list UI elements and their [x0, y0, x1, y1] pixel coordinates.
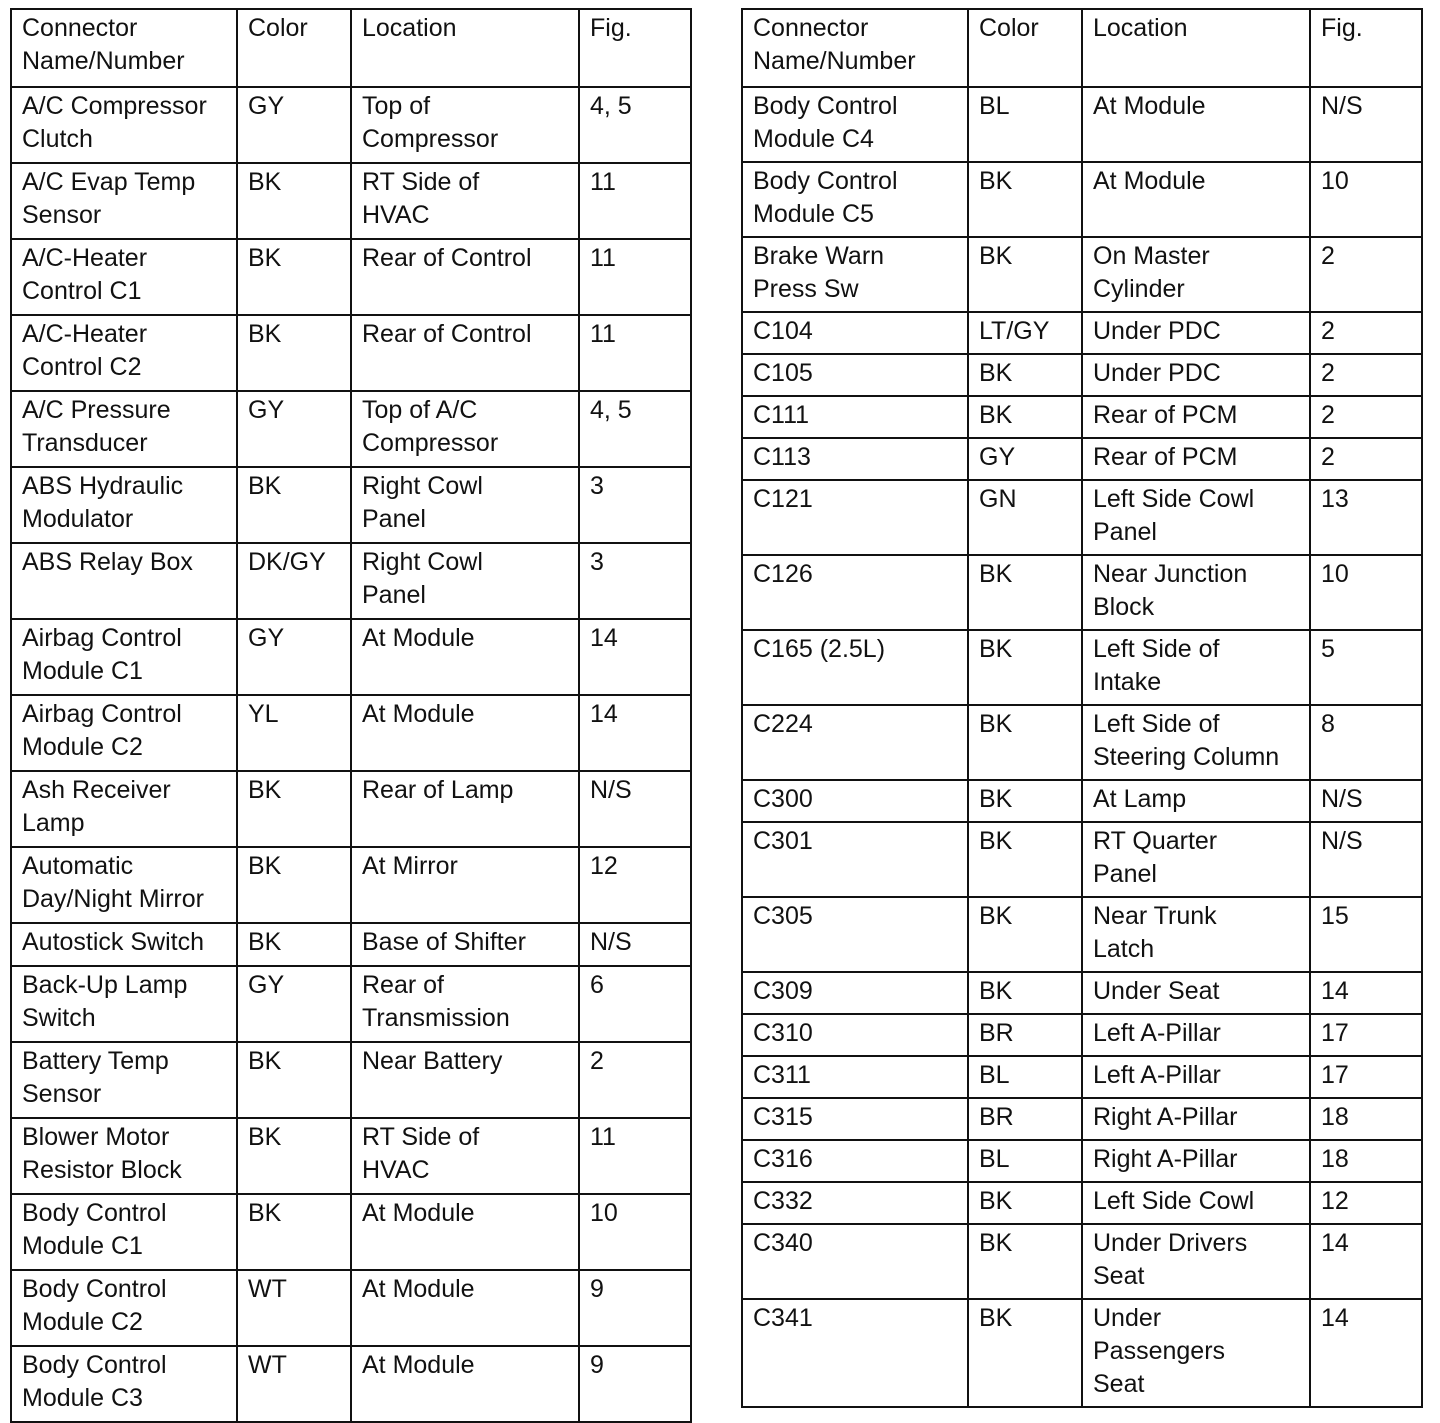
cell-fig: 14 — [1310, 1224, 1422, 1299]
cell-name: C126 — [742, 555, 968, 630]
cell-location: Under Drivers Seat — [1082, 1224, 1310, 1299]
cell-color: BK — [237, 847, 351, 923]
cell-name: C316 — [742, 1140, 968, 1182]
table-row — [742, 1056, 1422, 1098]
cell-fig: 11 — [579, 1118, 691, 1194]
cell-fig: 15 — [1310, 897, 1422, 972]
cell-name: C315 — [742, 1098, 968, 1140]
table-row — [11, 467, 691, 543]
cell-fig: 9 — [579, 1270, 691, 1346]
cell-color: BK — [968, 780, 1082, 822]
cell-name: ABS Hydraulic Modulator — [11, 467, 237, 543]
cell-name: C105 — [742, 354, 968, 396]
cell-location: At Module — [351, 1194, 579, 1270]
cell-color: DK/GY — [237, 543, 351, 619]
cell-fig: 6 — [579, 966, 691, 1042]
cell-location: Base of Shifter — [351, 923, 579, 966]
cell-color: GY — [237, 87, 351, 163]
cell-fig: 13 — [1310, 480, 1422, 555]
cell-color: BK — [968, 897, 1082, 972]
cell-location: At Module — [351, 619, 579, 695]
cell-location: Under PDC — [1082, 312, 1310, 354]
cell-location: At Module — [351, 1346, 579, 1422]
cell-name: C311 — [742, 1056, 968, 1098]
cell-name: Body Control Module C2 — [11, 1270, 237, 1346]
cell-name: Brake Warn Press Sw — [742, 237, 968, 312]
cell-name: C104 — [742, 312, 968, 354]
table-row — [742, 1299, 1422, 1407]
cell-fig: 17 — [1310, 1014, 1422, 1056]
cell-location: RT Side of HVAC — [351, 1118, 579, 1194]
cell-fig: 5 — [1310, 630, 1422, 705]
cell-fig: 11 — [579, 239, 691, 315]
cell-fig: 2 — [1310, 237, 1422, 312]
table-row — [742, 630, 1422, 705]
cell-name: C340 — [742, 1224, 968, 1299]
cell-name: C113 — [742, 438, 968, 480]
cell-color: BK — [968, 705, 1082, 780]
cell-location: At Module — [351, 1270, 579, 1346]
cell-location: At Module — [1082, 162, 1310, 237]
table-row — [742, 480, 1422, 555]
cell-fig: 10 — [1310, 162, 1422, 237]
table-row — [11, 1118, 691, 1194]
cell-name: C305 — [742, 897, 968, 972]
header-name: Connector Name/Number — [742, 9, 968, 87]
cell-location: RT Quarter Panel — [1082, 822, 1310, 897]
cell-location: Right Cowl Panel — [351, 467, 579, 543]
cell-color: BK — [968, 162, 1082, 237]
cell-fig: 10 — [1310, 555, 1422, 630]
cell-fig: 18 — [1310, 1098, 1422, 1140]
table-row — [742, 87, 1422, 162]
table-row — [11, 239, 691, 315]
table-row — [742, 1182, 1422, 1224]
cell-color: BK — [968, 396, 1082, 438]
cell-location: At Module — [1082, 87, 1310, 162]
cell-color: YL — [237, 695, 351, 771]
cell-name: Body Control Module C1 — [11, 1194, 237, 1270]
table-row — [11, 1194, 691, 1270]
table-row — [742, 705, 1422, 780]
cell-location: Near Junction Block — [1082, 555, 1310, 630]
cell-color: BK — [968, 1182, 1082, 1224]
cell-location: Rear of PCM — [1082, 438, 1310, 480]
cell-name: Back-Up Lamp Switch — [11, 966, 237, 1042]
cell-color: GY — [237, 619, 351, 695]
header-color: Color — [237, 9, 351, 87]
cell-name: A/C-Heater Control C2 — [11, 315, 237, 391]
cell-name: C332 — [742, 1182, 968, 1224]
cell-fig: 11 — [579, 315, 691, 391]
table-row — [11, 966, 691, 1042]
cell-location: Rear of Control — [351, 239, 579, 315]
cell-fig: N/S — [1310, 780, 1422, 822]
cell-location: Left Side Cowl Panel — [1082, 480, 1310, 555]
table-row — [742, 780, 1422, 822]
cell-fig: N/S — [579, 771, 691, 847]
cell-name: C300 — [742, 780, 968, 822]
table-row — [11, 543, 691, 619]
cell-fig: 12 — [579, 847, 691, 923]
cell-name: C341 — [742, 1299, 968, 1407]
cell-name: ABS Relay Box — [11, 543, 237, 619]
table-row — [11, 391, 691, 467]
cell-location: Right Cowl Panel — [351, 543, 579, 619]
table-row — [742, 972, 1422, 1014]
header-color: Color — [968, 9, 1082, 87]
cell-location: Top of Compressor — [351, 87, 579, 163]
cell-location: Left Side Cowl — [1082, 1182, 1310, 1224]
cell-name: C121 — [742, 480, 968, 555]
header-location: Location — [351, 9, 579, 87]
cell-color: GN — [968, 480, 1082, 555]
table-row — [11, 1270, 691, 1346]
table-row — [11, 163, 691, 239]
cell-location: At Mirror — [351, 847, 579, 923]
cell-location: RT Side of HVAC — [351, 163, 579, 239]
table-row — [11, 695, 691, 771]
cell-location: Left Side of Steering Column — [1082, 705, 1310, 780]
cell-color: BK — [968, 354, 1082, 396]
cell-fig: 9 — [579, 1346, 691, 1422]
cell-fig: 14 — [579, 695, 691, 771]
table-row — [742, 396, 1422, 438]
cell-color: BK — [968, 822, 1082, 897]
header-fig: Fig. — [1310, 9, 1422, 87]
cell-location: Under PDC — [1082, 354, 1310, 396]
table-row — [742, 438, 1422, 480]
cell-location: Rear of PCM — [1082, 396, 1310, 438]
cell-name: Automatic Day/Night Mirror — [11, 847, 237, 923]
cell-location: At Module — [351, 695, 579, 771]
table-row — [742, 162, 1422, 237]
table-row — [11, 1346, 691, 1422]
cell-color: BK — [968, 237, 1082, 312]
table-row — [11, 619, 691, 695]
cell-fig: N/S — [579, 923, 691, 966]
cell-color: GY — [237, 391, 351, 467]
cell-fig: 17 — [1310, 1056, 1422, 1098]
table-row — [742, 237, 1422, 312]
cell-color: BR — [968, 1098, 1082, 1140]
cell-name: Battery Temp Sensor — [11, 1042, 237, 1118]
cell-name: Body Control Module C3 — [11, 1346, 237, 1422]
cell-fig: 2 — [1310, 396, 1422, 438]
cell-name: C301 — [742, 822, 968, 897]
header-location: Location — [1082, 9, 1310, 87]
cell-location: Rear of Lamp — [351, 771, 579, 847]
cell-location: At Lamp — [1082, 780, 1310, 822]
cell-location: Left A-Pillar — [1082, 1056, 1310, 1098]
cell-fig: 10 — [579, 1194, 691, 1270]
cell-fig: 18 — [1310, 1140, 1422, 1182]
cell-color: BL — [968, 1140, 1082, 1182]
cell-location: Left A-Pillar — [1082, 1014, 1310, 1056]
cell-location: Right A-Pillar — [1082, 1140, 1310, 1182]
cell-location: Rear of Control — [351, 315, 579, 391]
table-row — [742, 312, 1422, 354]
cell-fig: 8 — [1310, 705, 1422, 780]
cell-color: BL — [968, 1056, 1082, 1098]
cell-color: LT/GY — [968, 312, 1082, 354]
cell-location: Near Battery — [351, 1042, 579, 1118]
cell-fig: 2 — [1310, 354, 1422, 396]
cell-name: Body Control Module C5 — [742, 162, 968, 237]
table-row — [11, 923, 691, 966]
cell-color: BK — [237, 315, 351, 391]
cell-location: Rear of Transmission — [351, 966, 579, 1042]
cell-color: BK — [237, 1118, 351, 1194]
connector-table-left — [10, 8, 692, 1423]
table-row — [11, 847, 691, 923]
cell-location: Under Seat — [1082, 972, 1310, 1014]
cell-name: Airbag Control Module C1 — [11, 619, 237, 695]
table-row — [11, 87, 691, 163]
connector-table-right — [741, 8, 1423, 1408]
cell-location: Right A-Pillar — [1082, 1098, 1310, 1140]
cell-color: BK — [237, 771, 351, 847]
cell-name: Autostick Switch — [11, 923, 237, 966]
header-name: Connector Name/Number — [11, 9, 237, 87]
cell-location: Left Side of Intake — [1082, 630, 1310, 705]
table-row — [11, 315, 691, 391]
cell-color: BK — [237, 923, 351, 966]
cell-fig: 2 — [1310, 312, 1422, 354]
cell-color: WT — [237, 1270, 351, 1346]
cell-location: Near Trunk Latch — [1082, 897, 1310, 972]
cell-name: A/C-Heater Control C1 — [11, 239, 237, 315]
cell-name: Airbag Control Module C2 — [11, 695, 237, 771]
cell-location: On Master Cylinder — [1082, 237, 1310, 312]
cell-name: C309 — [742, 972, 968, 1014]
cell-fig: 3 — [579, 467, 691, 543]
table-row — [742, 822, 1422, 897]
cell-fig: 12 — [1310, 1182, 1422, 1224]
cell-color: BK — [968, 972, 1082, 1014]
cell-fig: N/S — [1310, 87, 1422, 162]
cell-fig: 14 — [1310, 972, 1422, 1014]
cell-name: Ash Receiver Lamp — [11, 771, 237, 847]
cell-name: Body Control Module C4 — [742, 87, 968, 162]
cell-name: A/C Pressure Transducer — [11, 391, 237, 467]
table-row — [742, 897, 1422, 972]
cell-name: C224 — [742, 705, 968, 780]
cell-color: BK — [237, 467, 351, 543]
cell-color: BK — [237, 163, 351, 239]
cell-name: A/C Evap Temp Sensor — [11, 163, 237, 239]
table-row — [742, 555, 1422, 630]
cell-name: C165 (2.5L) — [742, 630, 968, 705]
cell-color: WT — [237, 1346, 351, 1422]
cell-color: BL — [968, 87, 1082, 162]
cell-fig: 3 — [579, 543, 691, 619]
cell-fig: 2 — [1310, 438, 1422, 480]
cell-color: GY — [237, 966, 351, 1042]
table-row — [742, 1224, 1422, 1299]
cell-fig: 4, 5 — [579, 391, 691, 467]
cell-fig: 2 — [579, 1042, 691, 1118]
cell-color: BK — [968, 630, 1082, 705]
cell-fig: 4, 5 — [579, 87, 691, 163]
cell-color: BK — [237, 239, 351, 315]
table-row — [742, 1014, 1422, 1056]
cell-color: BK — [968, 555, 1082, 630]
header-row — [742, 9, 1422, 87]
cell-name: C310 — [742, 1014, 968, 1056]
cell-fig: 14 — [1310, 1299, 1422, 1407]
cell-color: BR — [968, 1014, 1082, 1056]
table-row — [742, 1098, 1422, 1140]
cell-color: BK — [968, 1299, 1082, 1407]
cell-fig: N/S — [1310, 822, 1422, 897]
cell-location: Top of A/C Compressor — [351, 391, 579, 467]
table-row — [742, 1140, 1422, 1182]
cell-color: BK — [237, 1194, 351, 1270]
cell-color: GY — [968, 438, 1082, 480]
cell-color: BK — [237, 1042, 351, 1118]
cell-fig: 11 — [579, 163, 691, 239]
header-fig: Fig. — [579, 9, 691, 87]
cell-color: BK — [968, 1224, 1082, 1299]
cell-location: Under Passengers Seat — [1082, 1299, 1310, 1407]
table-row — [11, 1042, 691, 1118]
cell-name: C111 — [742, 396, 968, 438]
cell-name: A/C Compressor Clutch — [11, 87, 237, 163]
table-row — [742, 354, 1422, 396]
cell-fig: 14 — [579, 619, 691, 695]
header-row — [11, 9, 691, 87]
table-row — [11, 771, 691, 847]
cell-name: Blower Motor Resistor Block — [11, 1118, 237, 1194]
